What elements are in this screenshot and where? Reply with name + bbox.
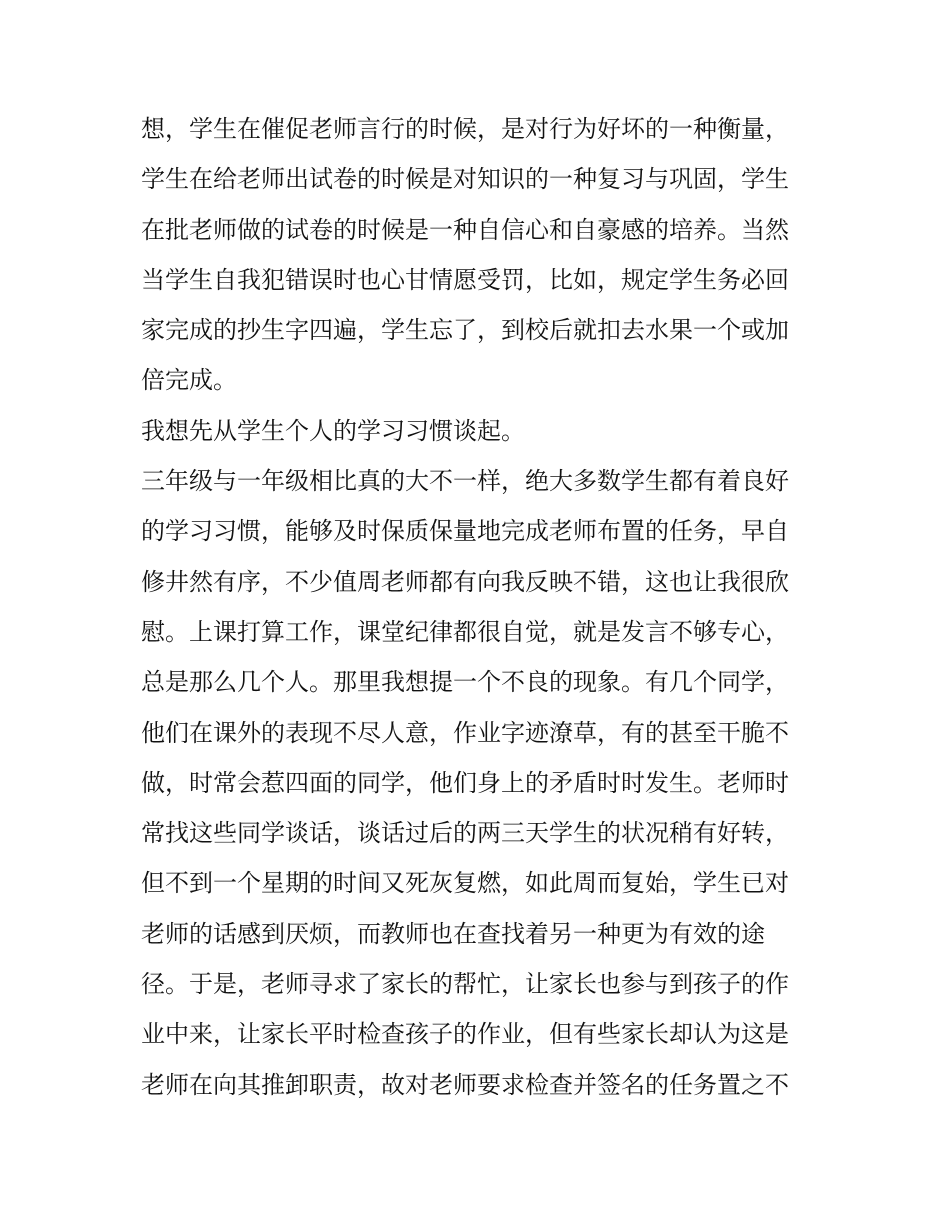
text-line: 做，时常会惹四面的同学，他们身上的矛盾时时发生。老师时 [141, 768, 789, 797]
body-text [141, 104, 821, 1110]
text-line: 学生在给老师出试卷的时候是对知识的一种复习与巩固，学生 [141, 165, 789, 194]
text-line: 的学习习惯，能够及时保质保量地完成老师布置的任务，早自 [141, 517, 789, 546]
text-line: 三年级与一年级相比真的大不一样，绝大多数学生都有着良好 [141, 467, 789, 496]
text-line: 业中来，让家长平时检查孩子的作业，但有些家长却认为这是 [141, 1020, 789, 1049]
text-line: 慰。上课打算工作，课堂纪律都很自觉，就是发言不够专心， [141, 617, 789, 646]
text-line: 但不到一个星期的时间又死灰复燃，如此周而复始，学生已对 [141, 869, 789, 898]
text-line: 径。于是，老师寻求了家长的帮忙，让家长也参与到孩子的作 [141, 970, 789, 999]
text-line: 总是那么几个人。那里我想提一个不良的现象。有几个同学， [141, 668, 789, 697]
text-line: 想，学生在催促老师言行的时候，是对行为好坏的一种衡量， [141, 115, 789, 143]
text-line: 我想先从学生个人的学习习惯谈起。 [141, 416, 525, 445]
text-line: 修井然有序，不少值周老师都有向我反映不错，这也让我很欣 [141, 567, 789, 596]
text-line: 常找这些同学谈话，谈话过后的两三天学生的状况稍有好转， [141, 819, 789, 848]
text-line: 当学生自我犯错误时也心甘情愿受罚，比如，规定学生务必回 [141, 265, 789, 294]
text-line: 家完成的抄生字四遍，学生忘了，到校后就扣去水果一个或加 [141, 316, 789, 345]
text-line: 倍完成。 [141, 366, 237, 395]
text-line: 老师的话感到厌烦，而教师也在查找着另一种更为有效的途 [141, 919, 765, 948]
text-line: 他们在课外的表现不尽人意，作业字迹潦草，有的甚至干脆不 [141, 718, 789, 747]
text-line: 老师在向其推卸职责，故对老师要求检查并签名的任务置之不 [141, 1070, 789, 1099]
text-line: 在批老师做的试卷的时候是一种自信心和自豪感的培养。当然 [141, 215, 789, 244]
